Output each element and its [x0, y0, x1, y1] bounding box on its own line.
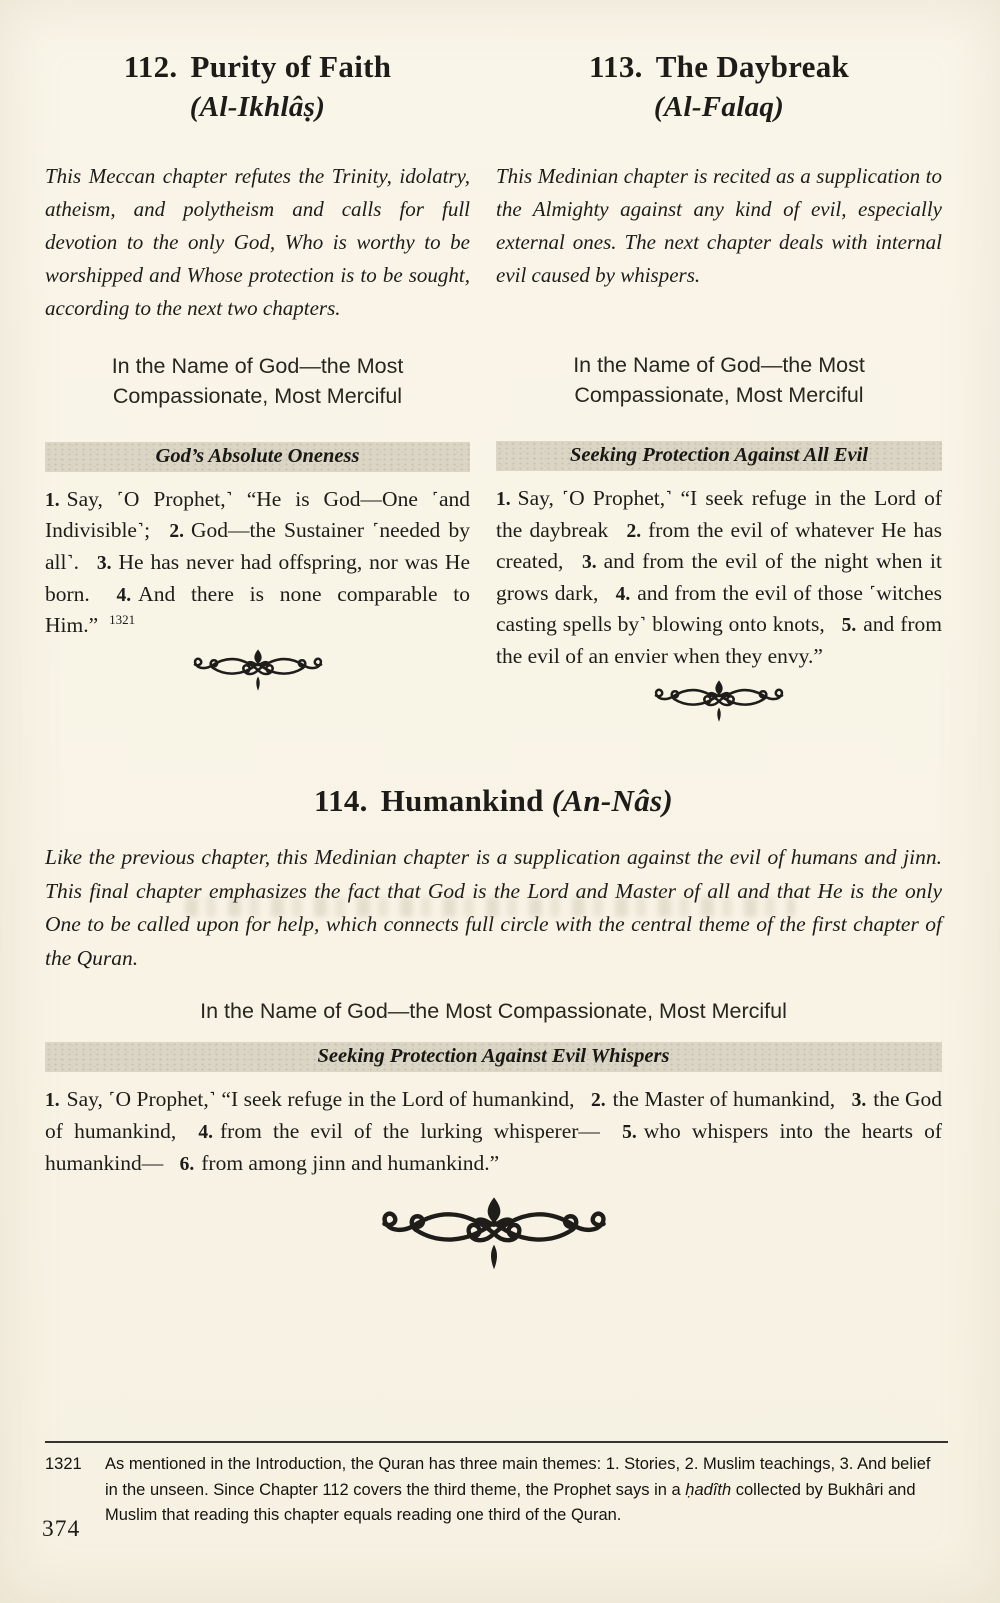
flourish-divider-icon: [45, 1195, 942, 1275]
verse-text: the Master of humankind,: [612, 1087, 836, 1112]
bismillah-line2: Compassionate, Most Merciful: [112, 384, 403, 409]
chapter-113-number: 113.: [588, 48, 643, 84]
verse: [180, 1151, 511, 1175]
chapter-114: [45, 781, 942, 1276]
verse-text: from among jinn and humankind.”: [201, 1150, 500, 1175]
chapter-113-title: [496, 47, 942, 126]
verse-text: who whispers into the hearts of humankind—: [45, 1119, 943, 1175]
chapter-114-section-header: Seeking Protection Against Evil Whispers: [45, 1042, 942, 1072]
verse-number: 1.: [45, 489, 60, 511]
flourish-divider-icon: [496, 679, 942, 725]
chapter-114-number: 114.: [313, 782, 368, 818]
chapter-113-transliteration: (Al-Falaq): [653, 91, 785, 124]
verse-number: 4.: [198, 1122, 214, 1144]
verse-number: 6.: [179, 1153, 195, 1175]
chapter-114-title: [45, 781, 942, 820]
verse-text: He has never had offspring, nor was He born.: [45, 550, 470, 606]
two-column-layout: [45, 26, 942, 725]
verse-number: 2.: [169, 521, 184, 543]
footnote-ref: 1321: [109, 612, 136, 628]
verse-number: 3.: [851, 1090, 867, 1112]
verse-text: Say, ˹O Prophet,˺ “I seek refuge in the Lord of humankind,: [66, 1087, 575, 1112]
verse-text: Say, ˹O Prophet,˺ “I seek refuge in the Lord of the daybreak: [496, 485, 942, 542]
verse-number: 4.: [116, 584, 132, 606]
verse-text: And there is none comparable to Him.”: [45, 581, 470, 638]
chapter-112-intro: This Meccan chapter refutes the Trinity, idolatry, atheism, and polytheism and calls for full devotion to the only God, Who is worthy to be worshipped and Whose protection is to be sought, according to the next two chapters.: [45, 163, 470, 320]
verse-text: and from the evil of an envier when they envy.”: [496, 612, 942, 669]
verse-number: 4.: [615, 583, 631, 605]
verse-text: Say, ˹O Prophet,˺ “He is God—One ˹and Indivisible˺;: [45, 486, 470, 543]
chapter-114-transliteration: (An-Nâs): [551, 782, 673, 818]
verse-text: God—the Sustainer ˹needed by all˺.: [45, 518, 470, 575]
chapter-113-verses: [496, 483, 942, 673]
chapter-114-verses: [45, 1084, 942, 1179]
verse-text: and from the evil of the night when it grows dark,: [496, 549, 943, 605]
flourish-divider-icon: [45, 648, 470, 694]
chapter-112-transliteration: (Al-Ikhlâṣ): [189, 91, 326, 124]
verse-number: 3.: [96, 553, 112, 575]
chapter-112-title: [45, 47, 470, 126]
chapter-112-verses: [45, 484, 470, 642]
verse-text: the God of humankind,: [45, 1087, 943, 1144]
verse-text: from the evil of whatever He has created,: [496, 517, 943, 574]
verse: [198, 1119, 611, 1143]
footnote-text-part2: collected by Bukhâri and Muslim that reading this chapter equals reading one third of the Quran.: [105, 1480, 916, 1525]
verse-number: 1.: [496, 488, 511, 510]
bismillah-line1: In the Name of God—the Most: [573, 352, 865, 377]
footnote-text: [105, 1452, 945, 1529]
chapter-114-bismillah: In the Name of God—the Most Compassionate, Most Merciful: [200, 998, 787, 1023]
footnote-italic-word: ḥadîth: [685, 1480, 732, 1499]
page-number: 374: [42, 1516, 81, 1542]
chapter-113-intro: This Medinian chapter is recited as a supplication to the Almighty against any kind of evil, especially external ones. The next chapter deals with internal evil caused by whispers.: [496, 163, 942, 287]
verse: [45, 1087, 586, 1111]
chapter-112-name: Purity of Faith: [190, 48, 392, 84]
verse-number: 2.: [626, 520, 642, 542]
verse-number: 3.: [581, 552, 597, 574]
verse-text: and from the evil of those ˹witches casting spells by˺ blowing onto knots,: [496, 580, 942, 637]
footnote: [45, 1452, 945, 1529]
chapter-114-intro: Like the previous chapter, this Medinian chapter is a supplication against the evil of humans and jinn. This final chapter emphasizes the fact that God is the Lord and Master of all and that He is the only One to be called upon for help, which connects full circle with the central theme of the first chapter of the Quran.: [45, 844, 942, 971]
chapter-114-name: Humankind: [380, 782, 544, 818]
chapter-113: [496, 26, 942, 725]
chapter-112-section-header: God’s Absolute Oneness: [45, 442, 470, 472]
chapter-112: [45, 26, 470, 725]
verse-number: 5.: [622, 1122, 637, 1144]
verse-number: 5.: [841, 615, 857, 637]
chapter-112-bismillah: [55, 351, 460, 412]
footnote-number: 1321: [45, 1455, 82, 1473]
footnote-text-part1: As mentioned in the Introduction, the Quran has three main themes: 1. Stories, 2. Muslim teachings, 3. And belief in the unseen. Since Chapter 112 covers the third theme, the Prophet says in a: [105, 1455, 931, 1499]
verse: [45, 582, 470, 638]
verse: [591, 1087, 846, 1111]
verse-number: 2.: [591, 1090, 606, 1112]
bismillah-line1: In the Name of God—the Most: [111, 353, 404, 378]
chapter-112-number: 112.: [123, 48, 178, 84]
chapter-113-bismillah: [506, 350, 932, 411]
chapter-113-name: The Daybreak: [655, 48, 850, 84]
chapter-113-section-header: Seeking Protection Against All Evil: [496, 441, 942, 471]
verse-number: 1.: [45, 1090, 60, 1112]
verse-text: from the evil of the lurking whisperer—: [220, 1119, 600, 1144]
bismillah-line2: Compassionate, Most Merciful: [574, 383, 864, 408]
footnote-rule: [45, 1441, 948, 1443]
